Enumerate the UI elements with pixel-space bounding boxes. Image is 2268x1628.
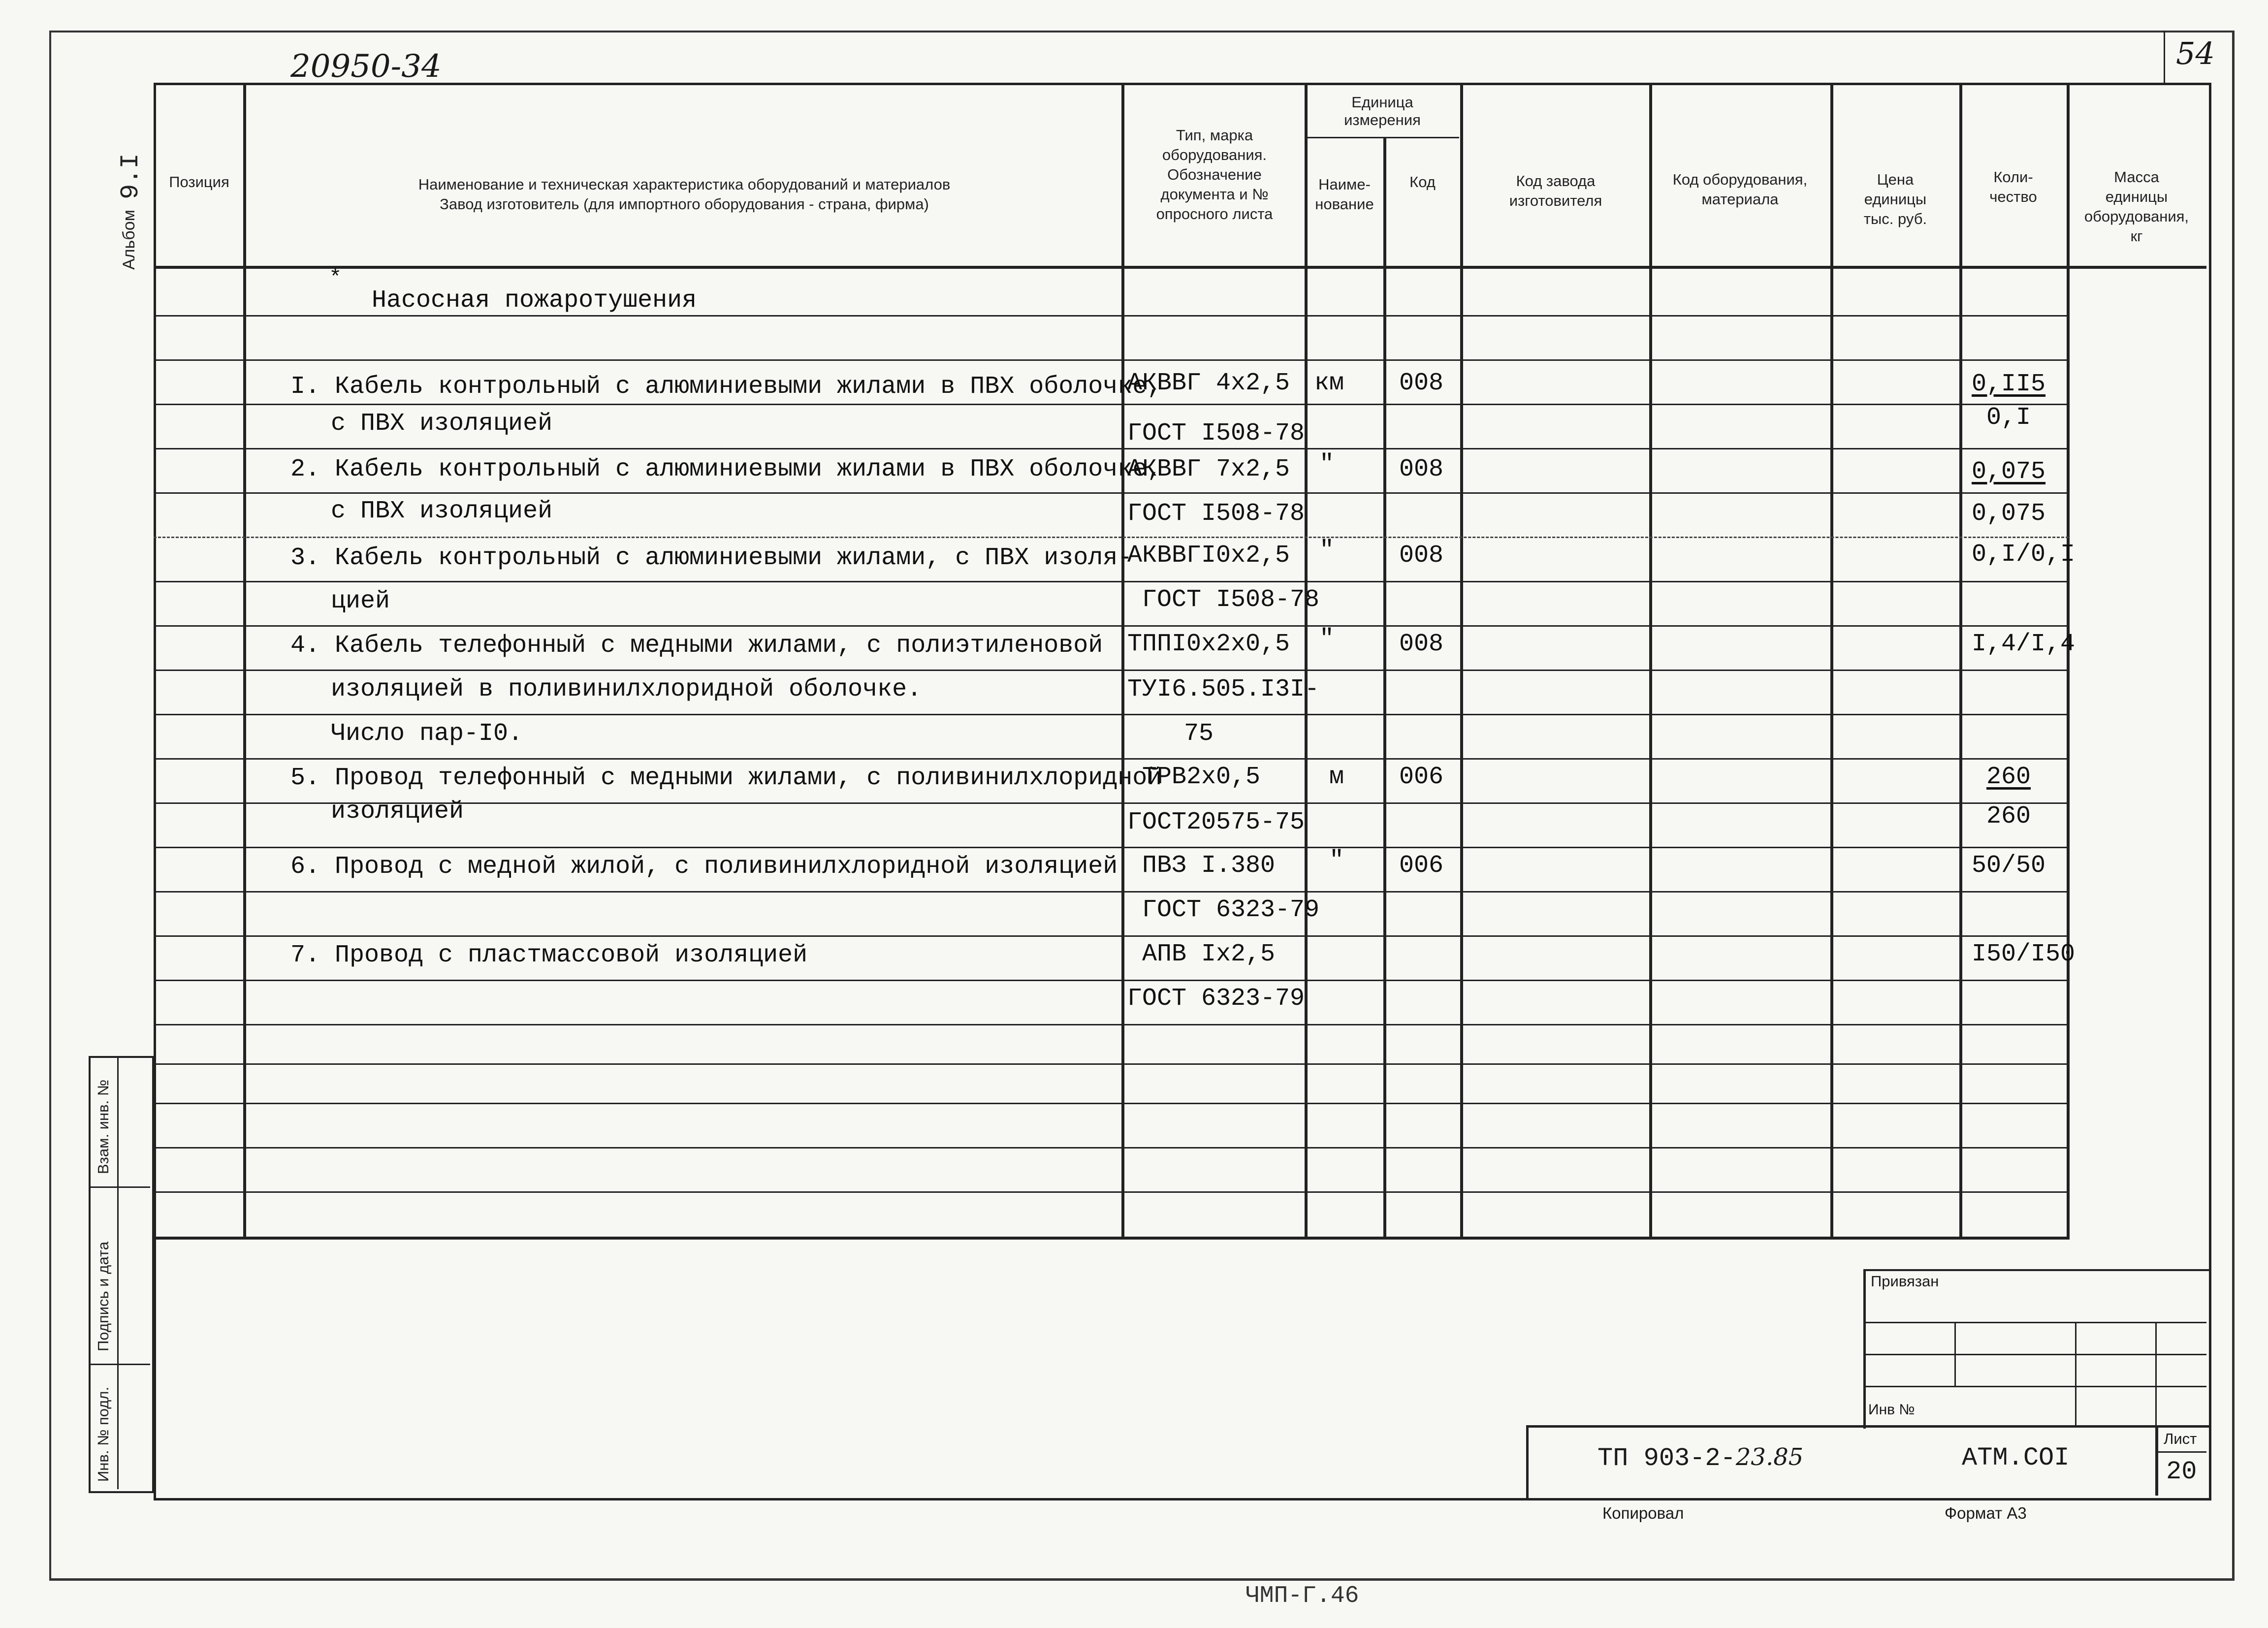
row-qty: 260 — [1986, 802, 2031, 830]
col-line-equipment — [1830, 83, 1833, 1240]
col-line-quantity — [2067, 83, 2070, 1240]
table-bottom-line — [154, 1237, 2069, 1240]
row-unit: км — [1314, 369, 1344, 397]
inv-label: Инв № — [1868, 1402, 1915, 1418]
doc-number-top: 20950-34 — [290, 48, 442, 85]
row-unit: " — [1319, 450, 1335, 479]
bottom-mark: ЧМП-Г.46 — [1246, 1583, 1359, 1609]
side-stamp-original-inv: Инв. № подл. — [95, 1386, 112, 1482]
row-line — [154, 1147, 2069, 1149]
section-title: Насосная пожаротушения — [372, 287, 697, 315]
row-unit: м — [1329, 763, 1344, 791]
col-type-header: Тип, марка оборудования. Обозначение документа и № опросного листа — [1156, 127, 1273, 223]
drawing-code: АТМ.COI — [1962, 1443, 2070, 1472]
sheet-label: Лист — [2164, 1430, 2197, 1447]
col-line-type — [1305, 83, 1308, 1240]
col-mass-header: Масса единицы оборудования, кг — [2084, 168, 2189, 245]
row-type: АКВВГ 4х2,5 — [1127, 369, 1290, 397]
unit-group-divider — [1306, 137, 1459, 138]
side-stamp-replace-inv: Взам. инв. № — [95, 1079, 112, 1174]
row-name: 4. Кабель телефонный с медными жилами, с полиэтиленовой — [290, 632, 1103, 660]
row-qty: 260 — [1986, 763, 2031, 791]
row-name: с ПВХ изоляцией — [331, 497, 553, 525]
row-line — [154, 492, 2069, 494]
row-line — [154, 315, 2069, 317]
col-line-price — [1959, 83, 1962, 1240]
row-name: 7. Провод с пластмассовой изоляцией — [290, 941, 808, 969]
col-unit-code-header: Код — [1409, 173, 1436, 191]
row-type: 75 — [1184, 720, 1214, 748]
row-line — [154, 537, 2069, 538]
row-code: 008 — [1399, 630, 1444, 658]
row-type: ПВЗ I.380 — [1142, 852, 1276, 880]
col-factory-code-header: Код завода изготовителя — [1509, 172, 1602, 209]
row-code: 006 — [1399, 852, 1444, 880]
col-unit-group-header: Единица измерения — [1344, 94, 1421, 128]
row-line — [154, 448, 2069, 449]
row-line — [154, 891, 2069, 893]
side-stamp-row — [89, 1186, 150, 1188]
row-qty: 0,II5 — [1972, 370, 2046, 398]
row-code: 006 — [1399, 763, 1444, 791]
row-line — [154, 359, 2069, 361]
row-type: АПВ Iх2,5 — [1142, 940, 1276, 968]
album-label: Альбом — [120, 210, 138, 270]
section-mark: * — [329, 266, 342, 290]
row-name: цией — [331, 587, 390, 615]
row-line — [154, 980, 2069, 981]
row-unit: " — [1319, 537, 1335, 565]
row-name: с ПВХ изоляцией — [331, 410, 553, 438]
col-name-header: Наименование и техническая характеристика оборудований и материалов Завод изготовитель (для импортного оборудования - страна, фирма) — [418, 176, 951, 213]
col-quantity-header: Коли- чество — [1989, 168, 2037, 205]
row-name: 2. Кабель контрольный с алюминиевыми жилами в ПВХ оболочке, — [290, 455, 1162, 483]
bound-block — [1863, 1269, 2209, 1429]
col-equipment-code-header: Код оборудования, материала — [1672, 171, 1808, 208]
row-name: 6. Провод с медной жилой, с поливинилхлоридной изоляцией — [290, 853, 1118, 881]
sheet-number: 20 — [2166, 1457, 2197, 1486]
row-line — [154, 935, 2069, 937]
row-qty: 50/50 — [1972, 852, 2046, 880]
bound-col — [2075, 1322, 2076, 1425]
sheet-mark-divider — [2164, 31, 2165, 83]
sheet-mark-top: 54 — [2176, 35, 2215, 71]
col-unit-name-header: Наиме- нование — [1315, 176, 1374, 213]
row-name: Число пар-I0. — [331, 720, 523, 748]
col-line-name — [1121, 83, 1124, 1240]
row-type: ТРВ2х0,5 — [1142, 763, 1261, 791]
col-line-position — [243, 83, 246, 1240]
row-qty: 0,075 — [1972, 458, 2046, 486]
side-stamp-signature-date: Подпись и дата — [95, 1242, 112, 1351]
row-line — [154, 1103, 2069, 1104]
row-qty: 0,075 — [1972, 500, 2046, 528]
row-qty: I,4/I,4 — [1972, 630, 2076, 658]
row-type: ГОСТ 6323-79 — [1142, 896, 1320, 924]
row-line — [154, 1024, 2069, 1025]
sheet-col-line — [2155, 1425, 2158, 1496]
copied-label: Копировал — [1602, 1504, 1684, 1522]
side-stamp-divider — [117, 1056, 119, 1489]
col-position-header: Позиция — [169, 173, 229, 191]
row-type: ГОСТ I508-78 — [1127, 500, 1305, 528]
row-qty: I50/I50 — [1972, 940, 2076, 968]
bound-col — [1954, 1322, 1956, 1386]
col-line-factory — [1649, 83, 1652, 1240]
format-label: Формат А3 — [1945, 1504, 2027, 1522]
row-code: 008 — [1399, 542, 1444, 570]
row-line — [154, 1191, 2069, 1193]
row-name: изоляцией в поливинилхлоридной оболочке. — [331, 675, 922, 703]
row-type: АКВВГ 7х2,5 — [1127, 455, 1290, 483]
col-price-header: Цена единицы тыс. руб. — [1863, 171, 1927, 227]
row-qty: 0,I/0,I — [1972, 541, 2076, 569]
row-line — [154, 714, 2069, 715]
row-line — [154, 625, 2069, 627]
row-qty: 0,I — [1986, 404, 2031, 432]
row-line — [154, 670, 2069, 671]
row-name: 3. Кабель контрольный с алюминиевыми жилами, с ПВХ изоля- — [290, 544, 1133, 572]
side-stamp-row — [89, 1364, 150, 1365]
row-line — [154, 404, 2069, 405]
row-line — [154, 581, 2069, 582]
header-bottom-line — [154, 266, 2206, 269]
row-type: ГОСТ20575-75 — [1127, 808, 1305, 836]
row-code: 008 — [1399, 369, 1444, 397]
row-type: ГОСТ I508-78 — [1142, 586, 1320, 614]
row-type: ГОСТ 6323-79 — [1127, 985, 1305, 1013]
row-line — [154, 847, 2069, 848]
col-line-unit-name — [1383, 137, 1386, 1240]
row-unit: " — [1329, 847, 1344, 875]
row-name: 5. Провод телефонный с медными жилами, с поливинилхлоридной — [290, 764, 1162, 792]
bound-label: Привязан — [1871, 1273, 1939, 1290]
album-number: 9.I — [116, 153, 145, 199]
row-line — [154, 1063, 2069, 1065]
row-line — [154, 758, 2069, 760]
row-unit: " — [1319, 625, 1335, 653]
project-code: ТП 903-2-23.85 — [1597, 1443, 1804, 1473]
row-type: ТППI0х2х0,5 — [1127, 630, 1290, 658]
row-type: ГОСТ I508-78 — [1127, 419, 1305, 447]
row-name: I. Кабель контрольный с алюминиевыми жилами в ПВХ оболочке, — [290, 373, 1162, 401]
row-code: 008 — [1399, 455, 1444, 483]
row-type: АКВВГI0х2,5 — [1127, 542, 1290, 570]
sheet-label-line — [2155, 1451, 2206, 1453]
row-name: изоляцией — [331, 798, 464, 826]
bound-col — [2155, 1322, 2157, 1425]
col-line-unit-code — [1460, 83, 1463, 1240]
row-type: ТУI6.505.I3I- — [1127, 675, 1320, 703]
